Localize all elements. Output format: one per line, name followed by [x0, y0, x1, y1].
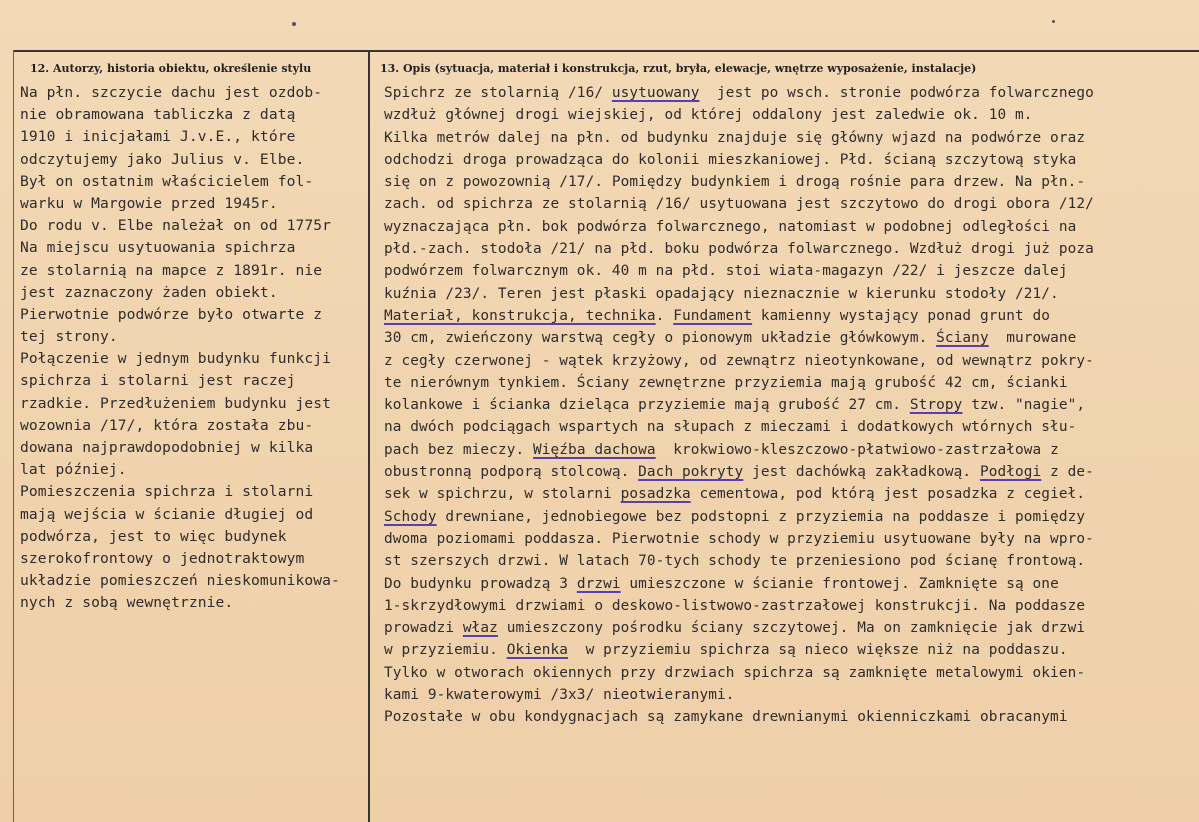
text-segment: Spichrz ze stolarnią /16/ — [384, 85, 612, 101]
description-text-line — [384, 506, 1194, 528]
text-segment: murowane — [988, 330, 1077, 347]
text-segment: w przyziemiu spichrza są nieco większe niż na poddaszu. — [568, 642, 1068, 659]
description-text-line — [384, 461, 1194, 483]
underlined-term: Ściany — [936, 330, 989, 347]
history-text-line: nych z sobą wewnętrznie. — [20, 594, 234, 612]
underlined-term: Podłogi — [979, 464, 1042, 481]
text-segment: pach bez mieczy. — [384, 441, 533, 458]
description-text-line — [384, 550, 1194, 572]
section-12-heading: 12. Autorzy, historia obiektu, określenie stylu — [30, 62, 312, 75]
underlined-term: Schody — [384, 508, 437, 525]
description-text-line — [384, 483, 1194, 505]
text-segment: umieszczony pośrodku ściany szczytowej. Ma on zamknięcie jak drzwi — [497, 620, 1086, 637]
section-13-heading: 13. Opis (sytuacja, materiał i konstrukcja, rzut, bryła, elewacje, wnętrze wyposażenie, instalacje) — [380, 62, 977, 75]
text-segment: Tylko w otworach okiennych przy drzwiach spichrza są zamknięte metalowymi okien- — [384, 664, 1086, 681]
text-segment: 30 cm, zwieńczony warstwą cegły o pionowym układzie główkowym. — [384, 330, 937, 347]
underlined-term: Okienka — [506, 642, 569, 659]
text-segment: wyznaczająca płn. bok podwórza folwarcznego, natomiast w podobnej odległości na — [384, 218, 1077, 235]
text-segment: z cegły czerwonej - wątek krzyżowy, od zewnątrz nieotynkowane, od wewnątrz pokry- — [384, 352, 1094, 369]
text-segment: kami 9-kwaterowymi /3x3/ nieotwieranymi. — [384, 687, 735, 704]
description-text-line — [384, 305, 1194, 327]
text-segment: umieszczone w ścianie frontowej. Zamknięte są one — [620, 575, 1059, 592]
underlined-term: Materiał, konstrukcja, technika — [384, 307, 656, 324]
description-text-line — [384, 350, 1194, 372]
description-text-line — [384, 127, 1194, 149]
description-text-line — [384, 394, 1194, 416]
description-text-line — [384, 193, 1194, 215]
description-text-line — [384, 82, 1194, 104]
history-text-line: Pomieszczenia spichrza i stolarni — [20, 483, 314, 501]
description-text-line — [384, 104, 1194, 126]
paper-speck — [1052, 20, 1055, 23]
text-segment: kuźnia /23/. Teren jest płaski opadający nieznacznie w kierunku stodoły /21/. — [384, 285, 1059, 302]
history-text-line: warku w Margowie przed 1945r. — [20, 194, 278, 212]
underlined-term: usytuowany — [611, 85, 700, 101]
description-text-line — [384, 216, 1194, 238]
description-text-line — [384, 706, 1194, 728]
history-text-column — [20, 82, 365, 615]
history-text-line: spichrza i stolarni jest raczej — [20, 372, 296, 390]
text-segment: w przyziemiu. — [384, 642, 507, 659]
description-text-line — [384, 260, 1194, 282]
text-segment: z de- — [1041, 464, 1094, 481]
text-segment: prowadzi — [384, 620, 463, 637]
text-segment: jest po wsch. stronie podwórza folwarcznego — [699, 85, 1094, 101]
text-segment: Do budynku prowadzą 3 — [384, 575, 577, 592]
description-text-line — [384, 528, 1194, 550]
text-segment: się on z powozownią /17/. Pomiędzy budynkiem i drogą rośnie para drzew. Na płn.- — [384, 174, 1086, 191]
underlined-term: posadzka — [620, 486, 691, 503]
description-text-line — [384, 171, 1194, 193]
history-text-line: Był on ostatnim właścicielem fol- — [20, 172, 314, 190]
paper-speck — [292, 22, 296, 26]
history-text-line: mają wejścia w ścianie długiej od — [20, 505, 314, 523]
history-text-line: nie obramowana tabliczka z datą — [20, 106, 296, 124]
description-text-column — [384, 82, 1194, 729]
history-text-line: lat później. — [20, 461, 127, 479]
history-text-line: ze stolarnią na mapce z 1891r. nie — [20, 261, 323, 279]
description-text-line — [384, 372, 1194, 394]
text-segment: drewniane, jednobiegowe bez podstopni z przyziemia na poddasze i pomiędzy — [436, 508, 1086, 525]
underlined-term: drzwi — [576, 575, 621, 592]
underlined-term: Więźba dachowa — [533, 441, 656, 458]
text-segment: obustronną podporą stolcową. — [384, 464, 639, 481]
history-text-line: odczytujemy jako Julius v. Elbe. — [20, 150, 305, 168]
history-text-line: szerokofrontowy o jednotraktowym — [20, 549, 305, 567]
text-segment: na dwóch podciągach wspartych na słupach z mieczami i dodatkowych wtórnych słu- — [384, 419, 1077, 436]
header-rule — [14, 50, 1199, 52]
history-text-line: rzadkie. Przedłużeniem budynku jest — [20, 394, 332, 412]
text-segment: krokwiowo-kleszczowo-płatwiowo-zastrzałowa z — [655, 441, 1059, 458]
description-text-line — [384, 595, 1194, 617]
history-text-line: dowana najprawdopodobniej w kilka — [20, 439, 314, 456]
history-text-line: Na płn. szczycie dachu jest ozdob- — [20, 84, 323, 101]
history-text-line: układzie pomieszczeń nieskomunikowa- — [20, 572, 340, 590]
text-segment: Kilka metrów dalej na płn. od budynku znajduje się główny wjazd na podwórze oraz — [384, 129, 1086, 146]
description-text-line — [384, 327, 1194, 349]
text-segment: dwoma poziomami poddasza. Pierwotnie schody w przyziemiu usytuowane były na wpro- — [384, 530, 1094, 547]
text-segment: płd.-zach. stodoła /21/ na płd. boku podwórza folwarcznego. Wzdłuż drogi już poza — [384, 241, 1094, 258]
text-segment: kamienny wystający ponad grunt do — [752, 307, 1051, 324]
left-border — [13, 50, 14, 822]
text-segment: kolankowe i ścianka dzieląca przyziemie mają grubość 27 cm. — [384, 397, 910, 414]
text-segment: st szerszych drzwi. W latach 70-tych schody te przeniesiono pod ścianę frontową. — [384, 553, 1086, 570]
text-segment: sek w spichrzu, w stolarni — [384, 486, 621, 503]
history-text-line: jest zaznaczony żaden obiekt. — [20, 283, 278, 301]
text-segment: tzw. "nagie", — [962, 397, 1086, 414]
text-segment: podwórzem folwarcznym ok. 40 m na płd. stoi wiata-magazyn /22/ i jeszcze dalej — [384, 263, 1068, 280]
underlined-term: właz — [462, 620, 498, 637]
text-segment: . — [655, 307, 674, 324]
underlined-term: Dach pokryty — [638, 464, 744, 481]
history-text-line: podwórza, jest to więc budynek — [20, 527, 287, 545]
description-text-line — [384, 639, 1194, 661]
description-text-line — [384, 684, 1194, 706]
description-text-line — [384, 617, 1194, 639]
history-text-line: Na miejscu usytuowania spichrza — [20, 239, 296, 257]
text-segment: 1-skrzydłowymi drzwiami o deskowo-listwowo-zastrzałowej konstrukcji. Na poddasze — [384, 597, 1086, 614]
text-segment: wzdłuż głównej drogi wiejskiej, od której oddalony jest zaledwie ok. 10 m. — [384, 107, 1033, 124]
description-text-line — [384, 573, 1194, 595]
text-segment: te nierównym tynkiem. Ściany zewnętrzne przyziemia mają grubość 42 cm, ścianki — [384, 374, 1068, 391]
underlined-term: Fundament — [673, 307, 753, 324]
history-text-line: 1910 i inicjałami J.v.E., które — [20, 128, 296, 146]
history-text-line: wozownia /17/, która została zbu- — [20, 416, 314, 434]
description-text-line — [384, 439, 1194, 461]
history-text-line: Połączenie w jednym budynku funkcji — [20, 350, 332, 368]
text-segment: zach. od spichrza ze stolarnią /16/ usytuowana jest szczytowo do drogi obora /12/ — [384, 196, 1094, 213]
text-segment: odchodzi droga prowadząca do kolonii mieszkaniowej. Płd. ścianą szczytową styka — [384, 151, 1077, 168]
description-text-line — [384, 149, 1194, 171]
column-divider — [368, 50, 370, 822]
description-text-line — [384, 238, 1194, 260]
description-text-line — [384, 416, 1194, 438]
history-text-line: Pierwotnie podwórze było otwarte z — [20, 305, 323, 323]
text-segment: cementowa, pod którą jest posadzka z cegieł. — [690, 486, 1086, 503]
description-text-line — [384, 662, 1194, 684]
underlined-term: Stropy — [909, 397, 963, 414]
history-text-line: tej strony. — [20, 328, 118, 346]
text-segment: Pozostałe w obu kondygnacjach są zamykane drewnianymi okienniczkami obracanymi — [384, 709, 1068, 726]
description-text-line — [384, 283, 1194, 305]
text-segment: jest dachówką zakładkową. — [743, 464, 980, 481]
history-text-line: Do rodu v. Elbe należał on od 1775r — [20, 217, 332, 235]
